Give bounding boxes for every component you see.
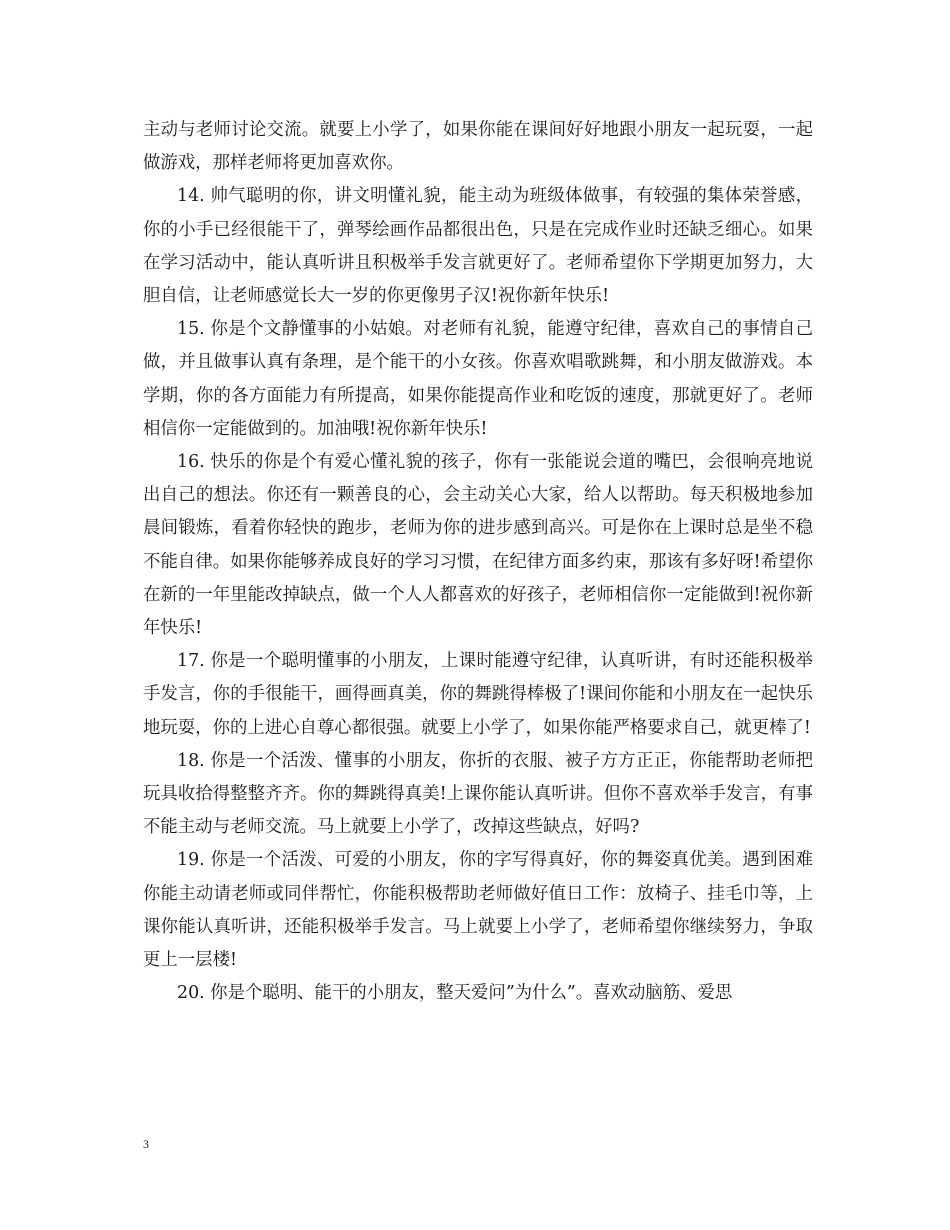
paragraph-item-16: 16. 快乐的你是个有爱心懂礼貌的孩子，你有一张能说会道的嘴巴，会很响亮地说出自己的想法。你还有一颗善良的心，会主动关心大家，给人以帮助。每天积极地参加晨间锻炼，看着你轻快的跑步，老师为你的进步感到高兴。可是你在上课时总是坐不稳不能自律。如果你能够养成良好的学习习惯，在纪律方面多约束，那该有多好呀!希望你在新的一年里能改掉缺点，做一个人人都喜欢的好孩子，老师相信你一定能做到!祝你新年快乐! xyxy=(143,452,813,639)
document-body xyxy=(143,114,813,1010)
page-number: 3 xyxy=(143,1137,149,1151)
paragraph-item-18: 18. 你是一个活泼、懂事的小朋友，你折的衣服、被子方方正正，你能帮助老师把玩具收拾得整整齐齐。你的舞跳得真美!上课你能认真听讲。但你不喜欢举手发言，有事不能主动与老师交流。马上就要上小学了，改掉这些缺点，好吗? xyxy=(143,750,813,838)
paragraph-continuation: 主动与老师讨论交流。就要上小学了，如果你能在课间好好地跟小朋友一起玩耍，一起做游戏，那样老师将更加喜欢你。 xyxy=(143,120,813,174)
paragraph-item-17: 17. 你是一个聪明懂事的小朋友，上课时能遵守纪律，认真听讲，有时还能积极举手发言，你的手很能干，画得画真美，你的舞跳得棒极了!课间你能和小朋友在一起快乐地玩耍，你的上进心自尊心都很强。就要上小学了，如果你能严格要求自己，就更棒了! xyxy=(143,651,813,738)
paragraph-item-14: 14. 帅气聪明的你，讲文明懂礼貌，能主动为班级体做事，有较强的集体荣誉感，你的小手已经很能干了，弹琴绘画作品都很出色，只是在完成作业时还缺乏细心。如果在学习活动中，能认真听讲且积极举手发言就更好了。老师希望你下学期更加努力，大胆自信，让老师感觉长大一岁的你更像男子汉!祝你新年快乐! xyxy=(143,186,813,307)
paragraph-item-20: 20. 你是个聪明、能干的小朋友，整天爱问”为什么”。喜欢动脑筋、爱思 xyxy=(177,983,733,1004)
paragraph-item-15: 15. 你是个文静懂事的小姑娘。对老师有礼貌，能遵守纪律，喜欢自己的事情自己做，并且做事认真有条理，是个能干的小女孩。你喜欢唱歌跳舞，和小朋友做游戏。本学期，你的各方面能力有所提高，如果你能提高作业和吃饭的速度，那就更好了。老师相信你一定能做到的。加油哦!祝你新年快乐! xyxy=(143,319,813,439)
paragraph-item-19: 19. 你是一个活泼、可爱的小朋友，你的字写得真好，你的舞姿真优美。遇到困难你能主动请老师或同伴帮忙，你能积极帮助老师做好值日工作：放椅子、挂毛巾等，上课你能认真听讲，还能积极举手发言。马上就要上小学了，老师希望你继续努力，争取更上一层楼! xyxy=(143,850,813,971)
